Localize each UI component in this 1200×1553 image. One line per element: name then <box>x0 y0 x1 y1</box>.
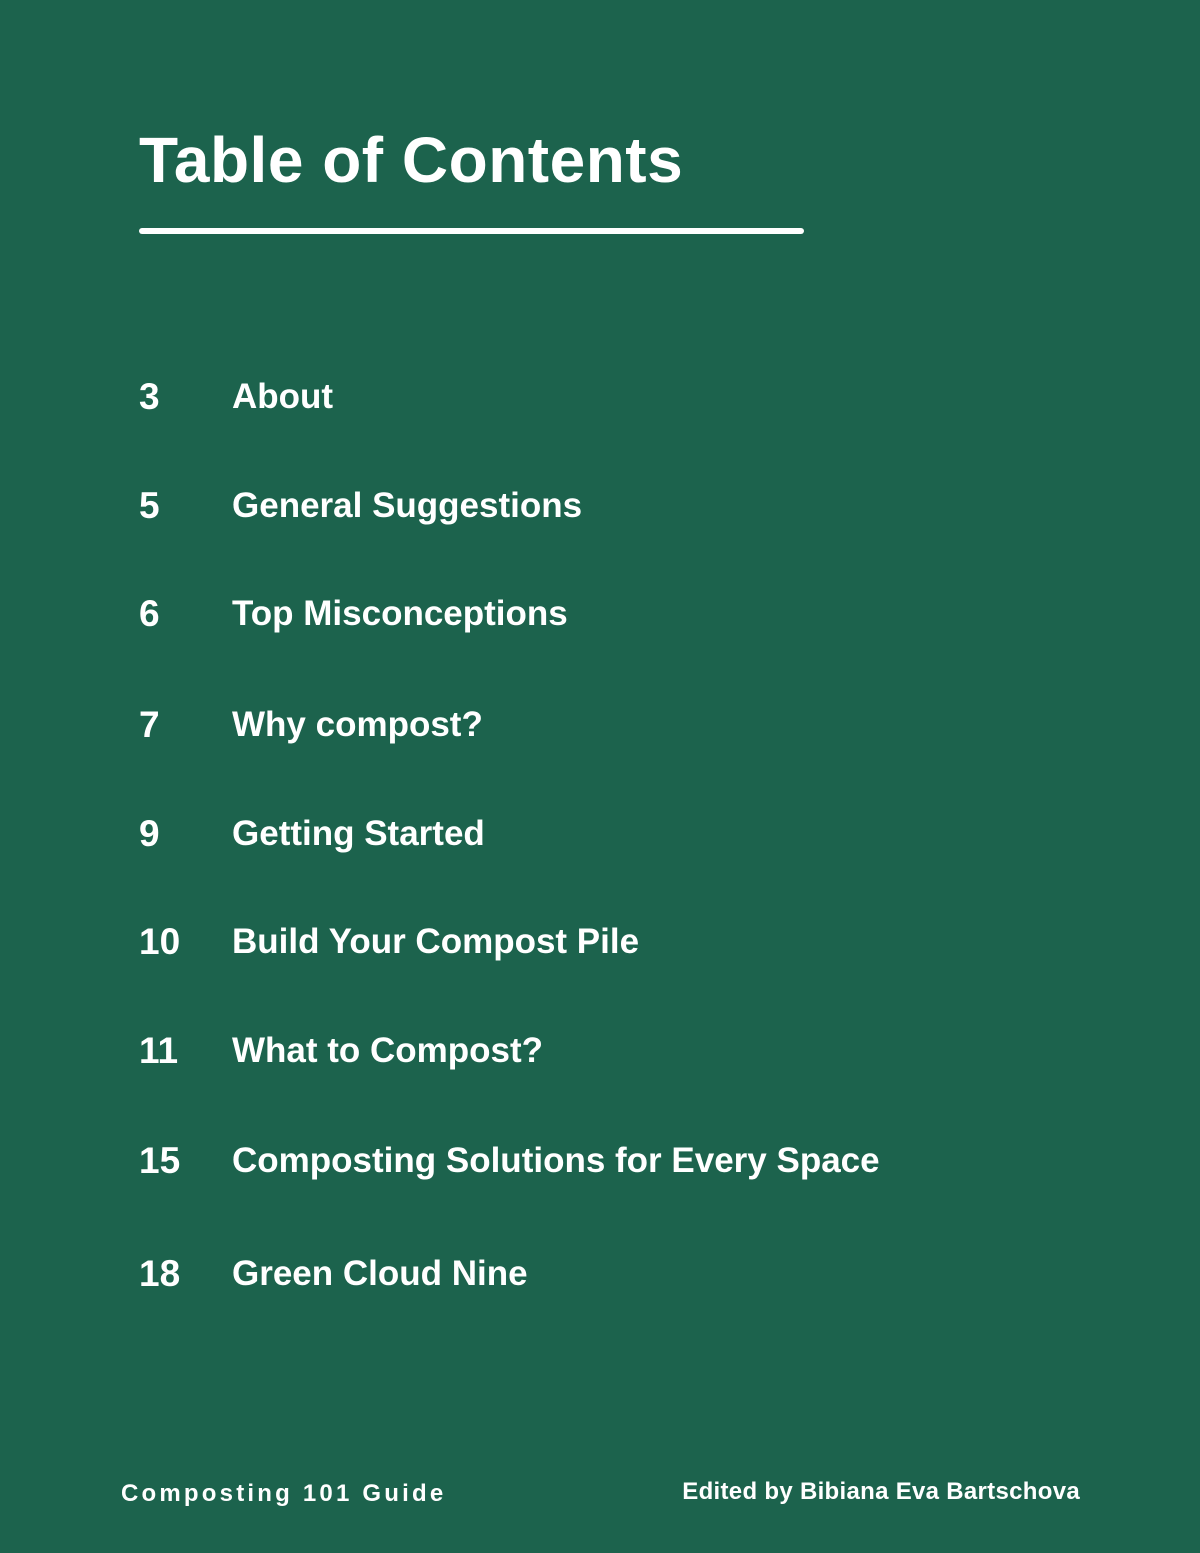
toc-entry-why-compost[interactable] <box>139 701 1039 749</box>
toc-entry-about[interactable] <box>139 373 1039 421</box>
toc-entry-what-to-compost[interactable] <box>139 1027 1039 1075</box>
page-title: Table of Contents <box>139 124 684 196</box>
toc-entry-label[interactable]: Top Misconceptions <box>232 594 568 633</box>
toc-page-number: 5 <box>139 485 160 526</box>
toc-page-number: 6 <box>139 593 160 634</box>
footer-editor-credit: Edited by Bibiana Eva Bartschova <box>682 1478 1080 1505</box>
toc-entry-top-misconceptions[interactable] <box>139 590 1039 638</box>
toc-entry-label[interactable]: Why compost? <box>232 705 483 744</box>
footer-guide-name: Composting 101 Guide <box>121 1480 447 1507</box>
toc-entry-build-your-compost-pile[interactable] <box>139 918 1039 966</box>
toc-page-number: 15 <box>139 1140 181 1181</box>
toc-entry-label[interactable]: Build Your Compost Pile <box>232 922 640 961</box>
toc-page-number: 7 <box>139 704 160 745</box>
toc-page-number: 18 <box>139 1253 181 1294</box>
toc-entry-composting-solutions[interactable] <box>139 1137 1039 1185</box>
toc-page-number: 10 <box>139 921 181 962</box>
toc-entry-label[interactable]: Composting Solutions for Every Space <box>232 1141 880 1180</box>
toc-entry-label[interactable]: What to Compost? <box>232 1031 544 1070</box>
toc-entry-label[interactable]: General Suggestions <box>232 486 583 525</box>
toc-page-number: 3 <box>139 376 160 417</box>
toc-entry-label[interactable]: Getting Started <box>232 814 485 853</box>
toc-page-number: 9 <box>139 813 160 854</box>
toc-page-number: 11 <box>139 1030 179 1071</box>
toc-entry-label[interactable]: About <box>232 377 334 416</box>
toc-entry-general-suggestions[interactable] <box>139 482 1039 530</box>
toc-entry-green-cloud-nine[interactable] <box>139 1250 1039 1298</box>
toc-entry-getting-started[interactable] <box>139 810 1039 858</box>
toc-entry-label[interactable]: Green Cloud Nine <box>232 1254 528 1293</box>
